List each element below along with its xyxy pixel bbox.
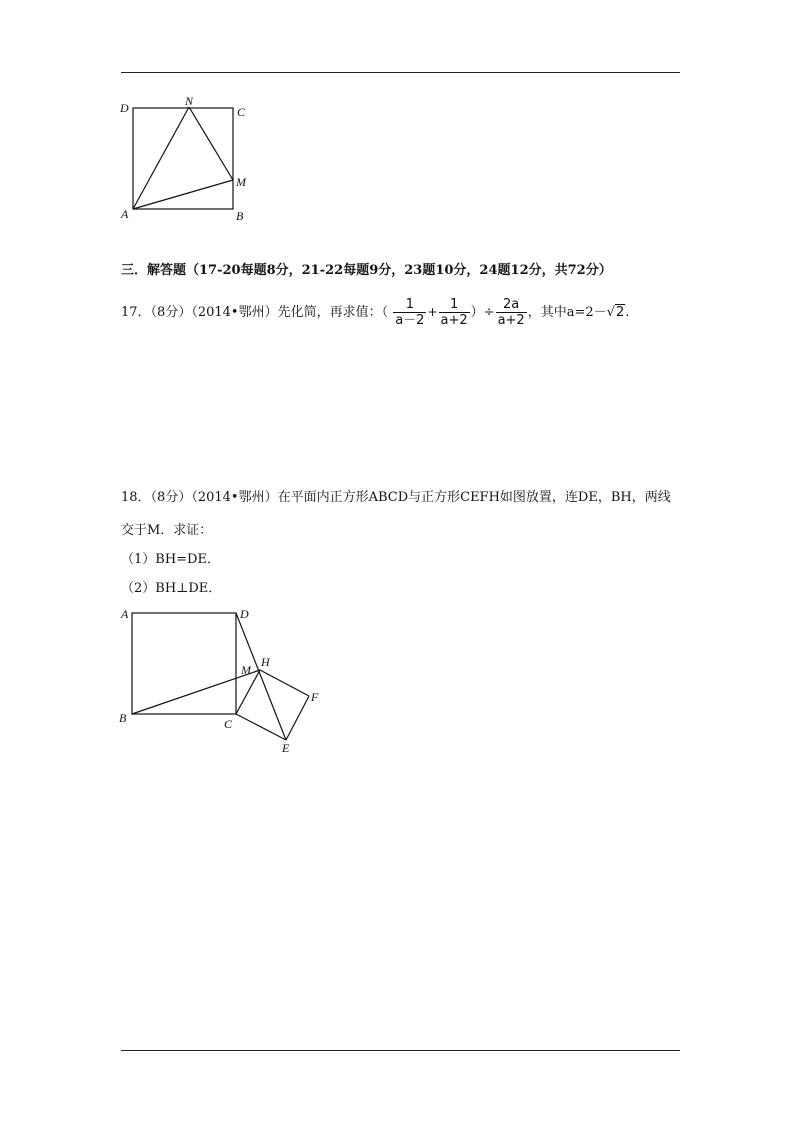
section-heading: 三．解答题（17-20每题8分，21-22每题9分，23题10分，24题12分，共72分） — [121, 263, 612, 278]
figure-two-squares — [110, 600, 330, 760]
fraction-1-denominator: a－2 — [395, 313, 425, 328]
label-C: C — [237, 105, 246, 119]
square-root: √2 — [606, 305, 625, 320]
figure-square-triangle — [110, 92, 270, 227]
close-paren-divide: ）÷ — [470, 305, 495, 320]
question-18-line-1: 18．（8分）（2014•鄂州）在平面内正方形ABCD与正方形CEFH如图放置，连DE，BH，两线 — [121, 490, 671, 505]
label-D: D — [240, 607, 249, 621]
label-E: E — [282, 741, 290, 755]
label-B: B — [236, 209, 244, 223]
label-M: M — [241, 663, 251, 677]
fraction-3-numerator: 2a — [496, 297, 527, 313]
question-17 — [121, 295, 629, 330]
label-H: H — [261, 655, 270, 669]
question-18-line-2: 交于M．求证： — [121, 523, 213, 538]
q17-end: . — [625, 305, 630, 320]
question-18-part-2: （2）BH⊥DE． — [121, 581, 222, 596]
label-D: D — [120, 101, 129, 115]
q17-suffix: ，其中a=2－ — [527, 305, 607, 320]
label-F: F — [311, 690, 319, 704]
radicand: 2 — [615, 305, 625, 320]
fraction-1-numerator: 1 — [393, 297, 426, 313]
label-M: M — [236, 175, 246, 189]
header-rule — [121, 72, 680, 73]
fraction-2-numerator: 1 — [439, 297, 470, 313]
plus-sign: + — [427, 305, 438, 319]
fraction-2 — [439, 297, 470, 328]
label-C: C — [224, 717, 233, 731]
fraction-2-denominator: a+2 — [440, 313, 468, 328]
label-A: A — [121, 207, 129, 221]
label-B: B — [119, 711, 127, 725]
q17-prefix: 17．（8分）（2014•鄂州）先化简，再求值：（ — [121, 305, 389, 320]
fraction-3 — [496, 297, 527, 328]
question-18-part-1: （1）BH=DE． — [121, 552, 220, 567]
label-N: N — [185, 94, 194, 108]
fraction-1 — [393, 297, 426, 328]
label-A: A — [121, 607, 129, 621]
fraction-3-denominator: a+2 — [497, 313, 525, 328]
footer-rule — [121, 1050, 680, 1051]
